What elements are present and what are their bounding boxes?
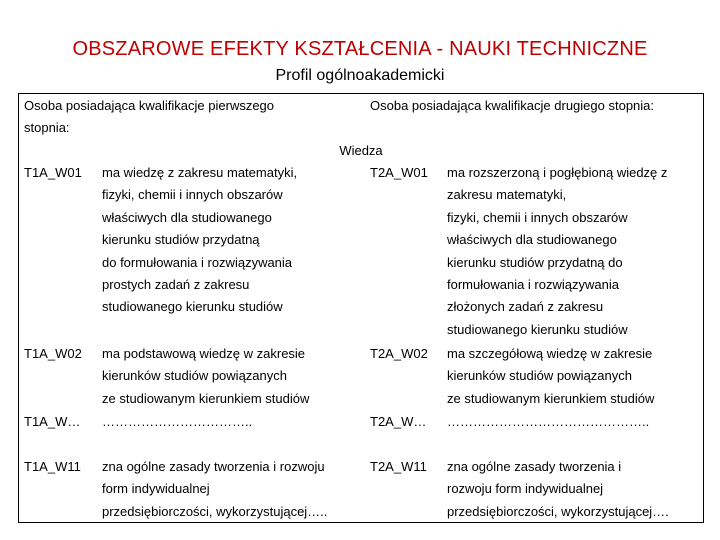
description-first-degree [102, 456, 327, 523]
description-line: przedsiębiorczości, wykorzystującej….. [102, 503, 328, 519]
code-first-degree: T1A_W01 [24, 165, 82, 180]
description-second-degree [447, 456, 669, 523]
description-line: zakresu matematyki, [447, 187, 567, 203]
description-line: ma wiedzę z zakresu matematyki, [102, 165, 298, 180]
description-line: studiowanego kierunku studiów [102, 299, 283, 315]
code-first-degree: T1A_W11 [24, 459, 81, 474]
description-line: ze studiowanym kierunkiem studiów [102, 390, 310, 406]
description-line: przedsiębiorczości, wykorzystującej…. [447, 503, 669, 519]
code-second-degree: T2A_W02 [370, 346, 428, 361]
code-second-degree: T2A_W01 [370, 165, 428, 180]
page-title: OBSZAROWE EFEKTY KSZTAŁCENIA - NAUKI TECHNICZNE [72, 38, 648, 60]
first-degree-header-line1: Osoba posiadająca kwalifikacje pierwszego [24, 98, 275, 113]
section-label: Wiedza [339, 143, 383, 158]
description-second-degree [447, 162, 667, 341]
description-line: prostych zadań z zakresu [102, 277, 250, 293]
description-line: właściwych dla studiowanego [447, 232, 617, 248]
description-line: formułowania i rozwiązywania [447, 277, 619, 293]
description-line: zna ogólne zasady tworzenia i rozwoju [102, 459, 325, 474]
description-line: ma podstawową wiedzę w zakresie [102, 346, 306, 361]
description-line: złożonych zadań z zakresu [447, 299, 604, 315]
description-line: ……………………………………….. [447, 414, 650, 429]
description-line: studiowanego kierunku studiów [447, 321, 628, 337]
description-first-degree [102, 162, 297, 319]
first-degree-header-line2: stopnia: [24, 120, 70, 135]
description-line: ma rozszerzoną i pogłębioną wiedzę z [447, 165, 668, 180]
code-first-degree: T1A_W02 [24, 346, 82, 361]
description-line: fizyki, chemii i innych obszarów [102, 187, 283, 203]
description-line: kierunków studiów powiązanych [102, 368, 287, 384]
second-degree-header: Osoba posiadająca kwalifikacje drugiego stopnia: [370, 98, 655, 113]
description-first-degree [102, 411, 252, 433]
description-line: kierunku studiów przydatną do [447, 254, 623, 270]
description-line: form indywidualnej [102, 481, 210, 497]
description-line: kierunku studiów przydatną [102, 232, 260, 248]
description-line: właściwych dla studiowanego [102, 209, 272, 225]
description-line: …………………………….. [102, 414, 253, 429]
description-second-degree [447, 343, 654, 410]
code-first-degree: T1A_W… [24, 414, 81, 429]
description-line: zna ogólne zasady tworzenia i [447, 459, 622, 474]
description-line: ma szczegółową wiedzę w zakresie [447, 346, 653, 361]
description-line: fizyki, chemii i innych obszarów [447, 209, 628, 225]
code-second-degree: T2A_W11 [370, 459, 427, 474]
description-second-degree [447, 411, 649, 433]
page-subtitle: Profil ogólnoakademicki [275, 67, 445, 84]
description-line: kierunków studiów powiązanych [447, 368, 632, 384]
description-line: do formułowania i rozwiązywania [102, 254, 293, 270]
description-first-degree [102, 343, 309, 410]
description-line: ze studiowanym kierunkiem studiów [447, 390, 655, 406]
code-second-degree: T2A_W… [370, 414, 427, 429]
description-line: rozwoju form indywidualnej [447, 481, 604, 497]
